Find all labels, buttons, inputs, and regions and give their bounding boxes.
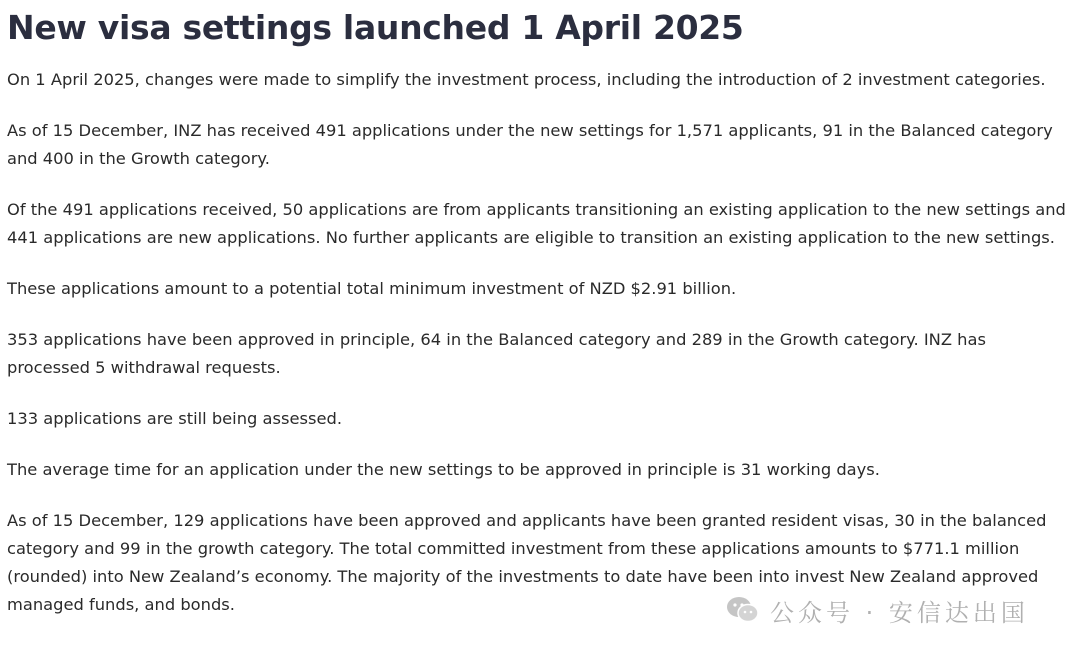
paragraph-resident-visas: As of 15 December, 129 applications have been approved and applicants have been granted resident visas, 30 in the balanced category and 99 in the growth category. The total committed investment from these applications amounts to $771.1 million (rounded) into New Zealand’s economy. The majority of the investments to date have been into invest New Zealand approved managed funds, and bonds.	[7, 511, 1047, 614]
paragraph-transitioning: Of the 491 applications received, 50 applications are from applicants transitioning an existing application to the new settings and 441 applications are new applications. No further applicants are eligible to transition an existing application to the new settings.	[7, 200, 1066, 247]
article	[7, 6, 1073, 642]
paragraph-average-time: The average time for an application under the new settings to be approved in principle is 31 working days.	[7, 460, 880, 479]
paragraph-investment-total: These applications amount to a potential total minimum investment of NZD $2.91 billion.	[7, 279, 737, 298]
paragraph-applications-received: As of 15 December, INZ has received 491 applications under the new settings for 1,571 applicants, 91 in the Balanced category and 400 in the Growth category.	[7, 121, 1053, 168]
page-title: New visa settings launched 1 April 2025	[7, 8, 744, 47]
paragraph-being-assessed: 133 applications are still being assessed.	[7, 409, 342, 428]
watermark-text: 公众号 · 安信达出国	[770, 598, 1029, 627]
paragraph-intro: On 1 April 2025, changes were made to simplify the investment process, including the introduction of 2 investment categories.	[7, 70, 1046, 89]
paragraph-approved-in-principle: 353 applications have been approved in principle, 64 in the Balanced category and 289 in the Growth category. INZ has processed 5 withdrawal requests.	[7, 330, 986, 377]
